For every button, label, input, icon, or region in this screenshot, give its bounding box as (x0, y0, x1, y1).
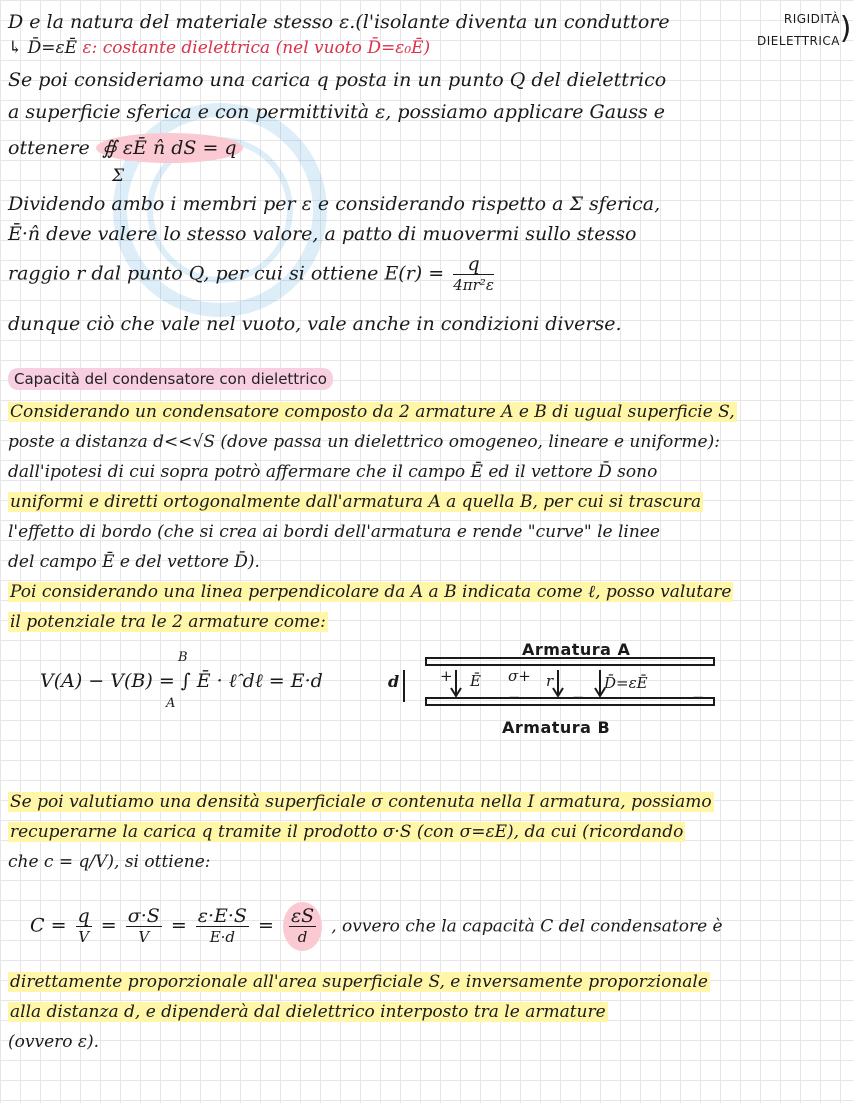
p1-line-2: a superficie sferica e con permittività ε, possiamo applicare Gauss e (8, 101, 666, 123)
armatura-b-label: Armatura B (502, 718, 611, 737)
cap-frac-3-num: ε·E·S (197, 905, 247, 927)
cap-c: C = (30, 914, 67, 937)
minus-sign-3: − (692, 688, 705, 706)
cap-frac-1 (76, 906, 92, 947)
cap-eq-2: = (170, 914, 187, 937)
minus-sign-1: − (508, 688, 521, 706)
s1-line-4-text: uniformi e diretti ortogonalmente dall'armatura A a quella B, per cui si trascura (10, 492, 702, 512)
field-formula-num: q (453, 254, 494, 275)
s1-line-2: poste a distanza d<<√S (dove passa un dielettrico omogeneo, lineare e uniforme): (8, 432, 720, 452)
field-formula-fraction (453, 254, 494, 295)
s4-line-3: (ovvero ε). (8, 1032, 100, 1052)
s2-line-2-text: il potenziale tra le 2 armature come: (10, 612, 326, 632)
dielectric-label: DIELETTRICA (756, 34, 840, 48)
r-label: r (546, 672, 554, 690)
s3-line-2-text: recuperarne la carica q tramite il prodotto σ·S (con σ=εE), da cui (ricordando (10, 822, 684, 842)
p1-line-3 (8, 136, 243, 160)
cap-frac-1-num: q (77, 905, 90, 927)
d-field-label: D̄=εĒ (604, 674, 648, 692)
d-distance-label: d (388, 672, 400, 691)
notes-line-2 (8, 36, 430, 60)
gauss-formula: ∯ εĒ n̂ dS = q (96, 133, 243, 163)
notes-line-1: D e la natura del materiale stesso ε.(l'isolante diventa un conduttore (8, 11, 670, 33)
p1-line-1: Se poi consideriamo una carica q posta in un punto Q del dielettrico (8, 69, 667, 91)
s4-line-1 (8, 970, 710, 994)
cap-frac-2-num: σ·S (127, 905, 160, 927)
capacitance-formula (30, 902, 723, 951)
plus-sign-1: + (440, 667, 453, 685)
cap-eq-1: = (100, 914, 117, 937)
s4-line-1-text: direttamente proporzionale all'area superficiale S, e inversamente proporzionale (10, 972, 708, 992)
s2-line-1 (8, 580, 733, 604)
cap-frac-2 (126, 906, 162, 947)
rigidity-label: RIGIDITÀ (783, 12, 840, 26)
s1-line-6: del campo Ē e del vettore D̄). (8, 552, 260, 572)
p2-line-3-text: raggio r dal punto Q, per cui si ottiene (8, 262, 379, 285)
s3-line-2 (8, 820, 685, 844)
p2-line-1: Dividendo ambo i membri per ε e considerando rispetto a Σ sferica, (8, 193, 661, 215)
s2-line-1-text: Poi considerando una linea perpendicolare da A a B indicata come ℓ, posso valutare (10, 582, 732, 602)
s4-line-2-text: alla distanza d, e dipenderà dal dielettrico interposto tra le armature (10, 1002, 606, 1022)
s1-line-1 (8, 400, 737, 424)
dielectric-rigidity-note (730, 8, 852, 52)
s3-line-1 (8, 790, 714, 814)
cap-frac-1-den: V (78, 928, 90, 946)
capacitor-diagram (390, 656, 720, 716)
e-field-label: Ē (470, 672, 481, 690)
p2-line-3 (8, 254, 497, 295)
minus-sign-2: − (572, 688, 585, 706)
s2-line-2 (8, 610, 328, 634)
s1-line-5: l'effetto di bordo (che si crea ai bordi dell'armatura e rende "curve" le linee (8, 522, 660, 542)
s1-line-4 (8, 490, 703, 514)
sigma-plus-label: σ+ (508, 667, 531, 685)
field-formula-lhs: E(r) = (384, 262, 445, 285)
cap-frac-3 (196, 906, 249, 947)
gauss-surface-label: Σ (112, 166, 125, 186)
integral-lower-limit: A (166, 696, 176, 711)
s1-line-3: dall'ipotesi di cui sopra potrò affermare che il campo Ē ed il vettore D̄ sono (8, 462, 658, 482)
p3-line: dunque ciò che vale nel vuoto, vale anche in condizioni diverse. (8, 313, 622, 335)
s4-line-2 (8, 1000, 608, 1024)
p1-line-3-prefix: ottenere (8, 137, 90, 159)
cap-eq-3: = (258, 914, 274, 937)
cap-frac-4-den: d (297, 928, 308, 946)
plate-a (426, 658, 714, 665)
cap-frac-3-den: E·d (209, 928, 236, 946)
s1-line-1-text: Considerando un condensatore composto da 2 armature A e B di ugual superficie S, (10, 402, 735, 422)
armatura-a-label: Armatura A (522, 640, 631, 659)
d-relation: ↳ D̄=εĒ (8, 38, 78, 58)
paren-icon: ) (839, 11, 852, 46)
p2-line-2: Ē·n̂ deve valere lo stesso valore, a patto di muovermi sullo stesso (8, 223, 637, 245)
dielectric-constant-note: ε: costante dielettrica (nel vuoto D̄=ε₀Ē) (82, 38, 431, 58)
section-heading: Capacità del condensatore con dielettrico (8, 368, 333, 390)
potential-formula (40, 670, 323, 693)
potential-formula-text: V(A) − V(B) = ∫ Ē · ℓ̂ dℓ = E·d (40, 670, 323, 692)
cap-frac-4 (283, 902, 322, 951)
s3-line-3: che c = q/V), si ottiene: (8, 852, 211, 872)
integral-upper-limit: B (178, 650, 188, 665)
plate-b (426, 698, 714, 705)
cap-frac-2-den: V (138, 928, 150, 946)
s3-line-1-text: Se poi valutiamo una densità superficiale σ contenuta nella I armatura, possiamo (10, 792, 712, 812)
cap-tail: , ovvero che la capacità C del condensatore è (331, 916, 723, 937)
cap-frac-4-num: εS (290, 905, 315, 927)
field-formula-den: 4πr²ε (453, 276, 494, 294)
